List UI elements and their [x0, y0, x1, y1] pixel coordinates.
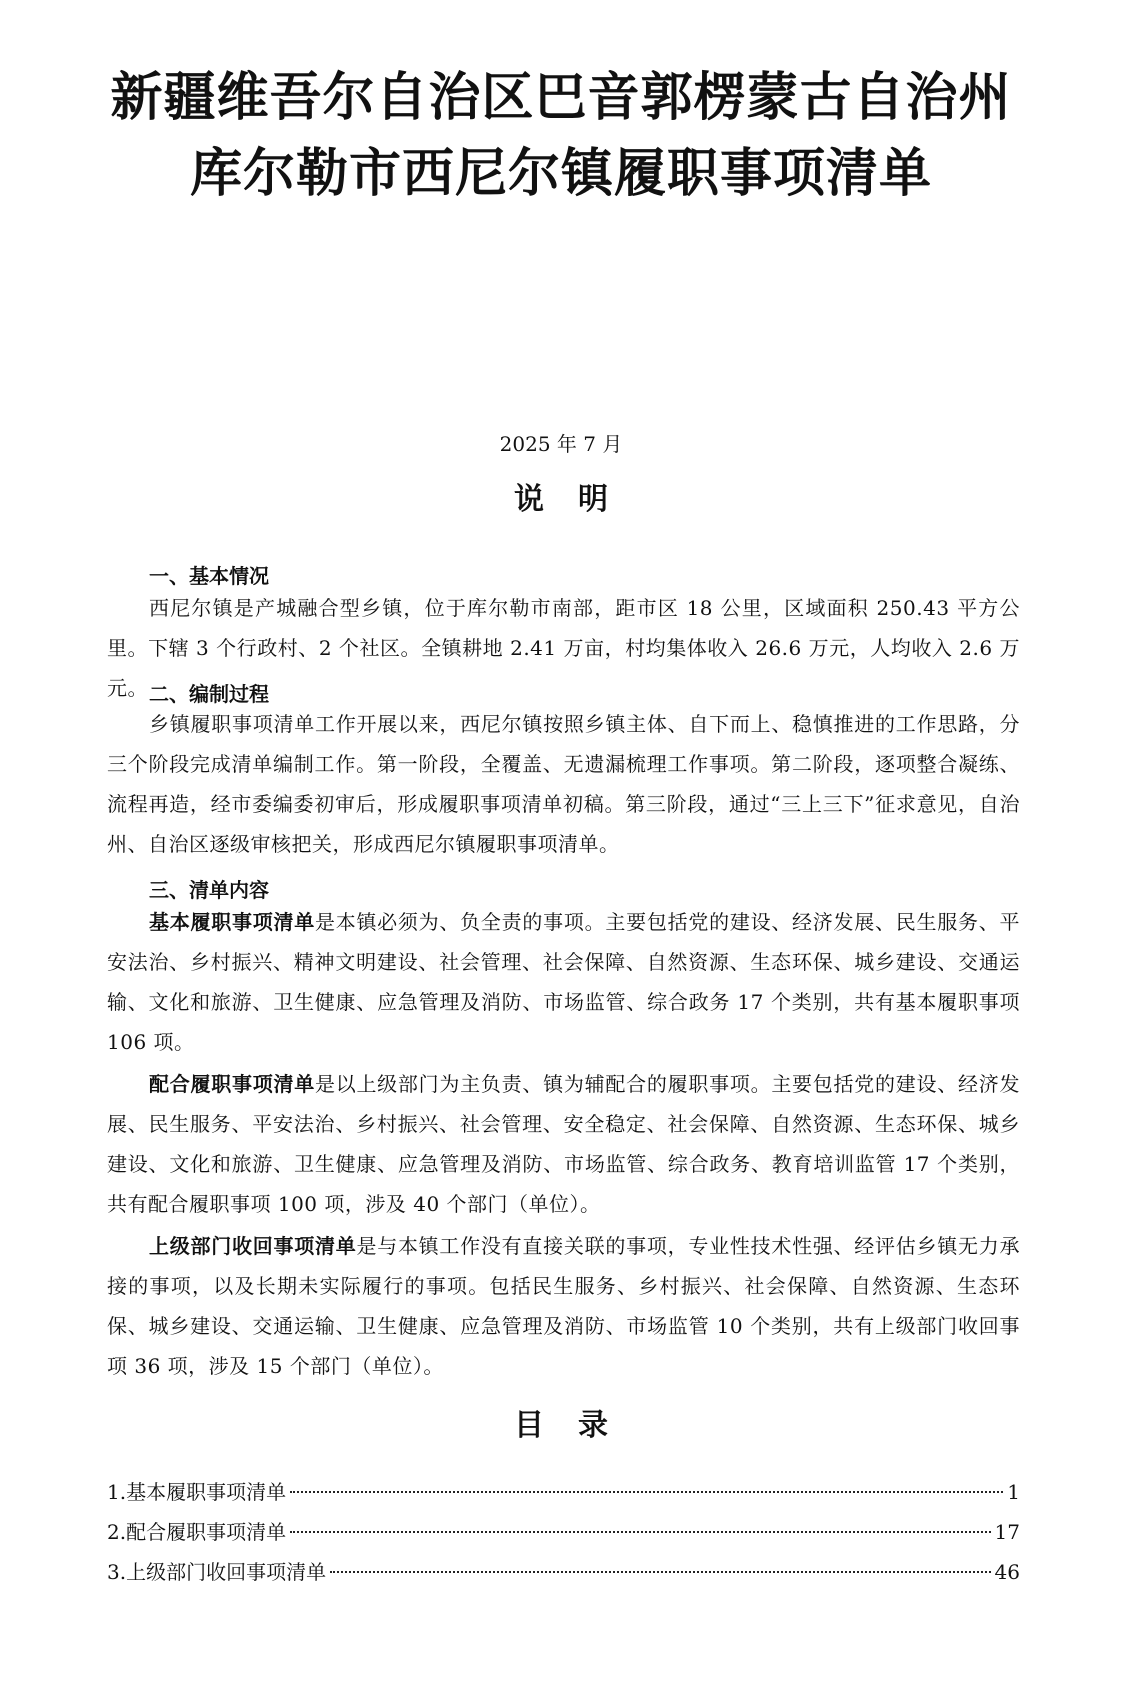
toc-leader-dots: [330, 1571, 990, 1573]
revoked-items-term: 上级部门收回事项清单: [149, 1234, 357, 1258]
toc-entry-label: 1.基本履职事项清单: [107, 1480, 287, 1504]
cooperative-duties-term: 配合履职事项清单: [149, 1072, 315, 1096]
section-2-heading: 二、编制过程: [149, 682, 269, 706]
toc-entry-label: 2.配合履职事项清单: [107, 1520, 287, 1544]
explanation-heading: 说明: [514, 482, 642, 517]
toc-entry-label: 3.上级部门收回事项清单: [107, 1560, 327, 1584]
revoked-items-text: 是与本镇工作没有直接关联的事项，专业性技术性强、经评估乡镇无力承接的事项，以及长期未实际履行的事项。包括民生服务、乡村振兴、社会保障、自然资源、生态环保、城乡建设、交通运输、卫生健康、应急管理及消防、市场监管 10 个类别，共有上级部门收回事项 36 项，涉及 15 个部门（单位）。: [107, 1234, 1021, 1378]
toc-entry[interactable]: [107, 1556, 1020, 1586]
toc-entry[interactable]: [107, 1476, 1020, 1506]
document-title-line2: 库尔勒市西尼尔镇履职事项清单: [189, 143, 932, 204]
toc-entry-page: 46: [994, 1560, 1020, 1584]
cooperative-duties-paragraph: [107, 1064, 1020, 1224]
document-title-line1: 新疆维吾尔自治区巴音郭楞蒙古自治州: [110, 67, 1012, 128]
revoked-items-paragraph: [107, 1226, 1020, 1386]
basic-duties-term: 基本履职事项清单: [149, 910, 315, 934]
basic-duties-paragraph: [107, 902, 1020, 1062]
toc-heading: 目录: [514, 1408, 642, 1443]
section-1-heading: 一、基本情况: [149, 564, 269, 588]
section-1-paragraph: 西尼尔镇是产城融合型乡镇，位于库尔勒市南部，距市区 18 公里，区域面积 250.43 平方公里。下辖 3 个行政村、2 个社区。全镇耕地 2.41 万亩，村均集体收入 26.6 万元，人均收入 2.6 万元。: [107, 596, 1020, 700]
section-2-paragraph: 乡镇履职事项清单工作开展以来，西尼尔镇按照乡镇主体、自下而上、稳慎推进的工作思路，分三个阶段完成清单编制工作。第一阶段，全覆盖、无遗漏梳理工作事项。第二阶段，逐项整合凝练、流程再造，经市委编委初审后，形成履职事项清单初稿。第三阶段，通过“三上三下”征求意见，自治州、自治区逐级审核把关，形成西尼尔镇履职事项清单。: [107, 712, 1020, 856]
toc-entry-page: 1: [1007, 1480, 1020, 1504]
basic-duties-text: 是本镇必须为、负全责的事项。主要包括党的建设、经济发展、民生服务、平安法治、乡村振兴、精神文明建设、社会管理、社会保障、自然资源、生态环保、城乡建设、交通运输、文化和旅游、卫生健康、应急管理及消防、市场监管、综合政务 17 个类别，共有基本履职事项 106 项。: [107, 910, 1021, 1054]
section-3-heading: 三、清单内容: [149, 878, 269, 902]
cooperative-duties-text: 是以上级部门为主负责、镇为辅配合的履职事项。主要包括党的建设、经济发展、民生服务、平安法治、乡村振兴、社会管理、安全稳定、社会保障、自然资源、生态环保、城乡建设、文化和旅游、卫生健康、应急管理及消防、市场监管、综合政务、教育培训监管 17 个类别，共有配合履职事项 100 项，涉及 40 个部门（单位）。: [107, 1072, 1021, 1216]
toc-leader-dots: [290, 1491, 1003, 1493]
toc-entry[interactable]: [107, 1516, 1020, 1546]
document-date: 2025 年 7 月: [499, 432, 623, 456]
toc-entry-page: 17: [994, 1520, 1020, 1544]
toc-leader-dots: [290, 1531, 990, 1533]
